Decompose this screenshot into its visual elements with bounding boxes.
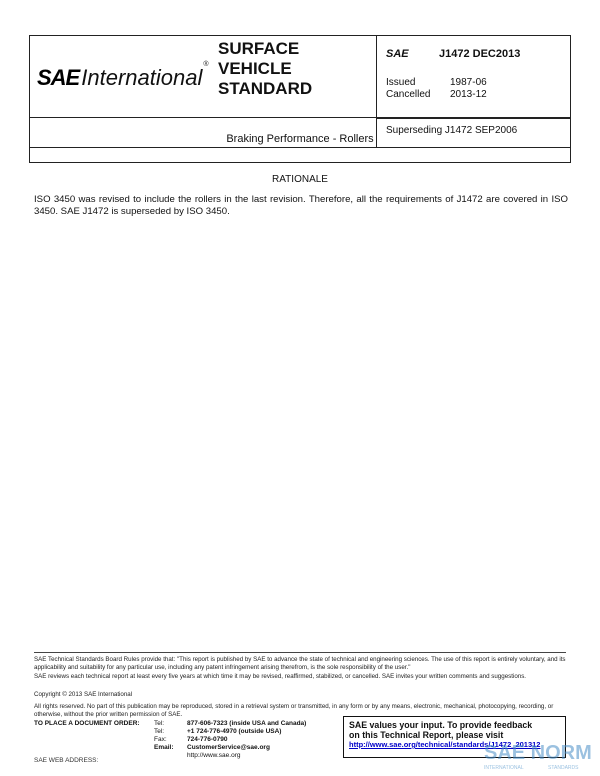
copyright-text: Copyright © 2013 SAE International	[34, 691, 133, 698]
website-link[interactable]: http://www.sae.org	[187, 752, 241, 759]
cancelled-label: Cancelled	[386, 89, 431, 100]
document-title: Braking Performance - Rollers	[226, 133, 374, 145]
standard-line: STANDARD	[218, 79, 313, 98]
issued-row	[386, 77, 566, 89]
contact-row: Fax: 724-776-0790	[154, 736, 228, 743]
document-id: J1472 DEC2013	[439, 48, 521, 60]
contact-row: Email: CustomerService@sae.org	[154, 744, 270, 751]
review-text: SAE reviews each technical report at least every five years at which time it may be revised, reaffirmed, stabilized, or cancelled. SAE invites your written comments and suggestions.	[34, 673, 527, 680]
watermark-sub-left: INTERNATIONAL	[484, 765, 524, 771]
sae-norm-watermark	[482, 737, 598, 773]
feedback-line: on this Technical Report, please visit	[349, 730, 504, 740]
rationale-heading: RATIONALE	[272, 174, 328, 185]
standard-line: VEHICLE	[218, 59, 292, 78]
footer-rule	[34, 652, 566, 653]
logo-international-text: International	[81, 65, 203, 90]
contact-row	[154, 752, 306, 760]
logo-trademark: ®	[203, 61, 209, 68]
logo-sae-text: SAE	[37, 65, 80, 90]
rationale-body: ISO 3450 was revised to include the rollers in the last revision. Therefore, all the requirements of J1472 are covered in ISO 3450. SAE J1472 is superseded by ISO 3450.	[34, 194, 568, 217]
feedback-link[interactable]: http://www.sae.org/technical/standards/J1472_201312	[349, 740, 541, 749]
standard-line: SURFACE	[218, 39, 300, 58]
issued-label: Issued	[386, 77, 416, 88]
cancelled-value: 2013-12	[450, 89, 487, 100]
contact-list	[154, 720, 306, 760]
meta-sae-logo: SAE	[386, 48, 409, 60]
title-box	[29, 117, 571, 163]
policy-text: SAE Technical Standards Board Rules provide that: "This report is published by SAE to advance the state of technical and engineering sciences. The use of this report is entirely voluntary, and its applicability and suitability for any particular use, including any patent infringement arising therefrom, is the sole responsibility of the user."	[34, 656, 566, 671]
contact-row: Tel: 877-606-7323 (inside USA and Canada)	[154, 720, 307, 727]
sae-international-logo	[37, 61, 209, 91]
cancelled-row	[386, 89, 566, 101]
web-address-label: SAE WEB ADDRESS:	[34, 757, 99, 764]
issued-value: 1987-06	[450, 77, 487, 88]
email-link[interactable]: CustomerService@sae.org	[187, 744, 270, 751]
watermark-main-text: SAE NORM	[484, 742, 592, 764]
order-label: TO PLACE A DOCUMENT ORDER:	[34, 720, 140, 727]
superseding-note: Superseding J1472 SEP2006	[386, 125, 518, 136]
contact-row: Tel: +1 724-776-4970 (outside USA)	[154, 728, 282, 735]
feedback-line: SAE values your input. To provide feedback	[349, 720, 533, 730]
watermark-sub-right: STANDARDS	[548, 765, 579, 771]
standard-type	[218, 39, 312, 99]
rights-text: All rights reserved. No part of this publication may be reproduced, stored in a retrieval system or transmitted, in any form or by any means, electronic, mechanical, photocopying, recording, or otherwise, without the prior written permission of SAE.	[34, 703, 554, 718]
